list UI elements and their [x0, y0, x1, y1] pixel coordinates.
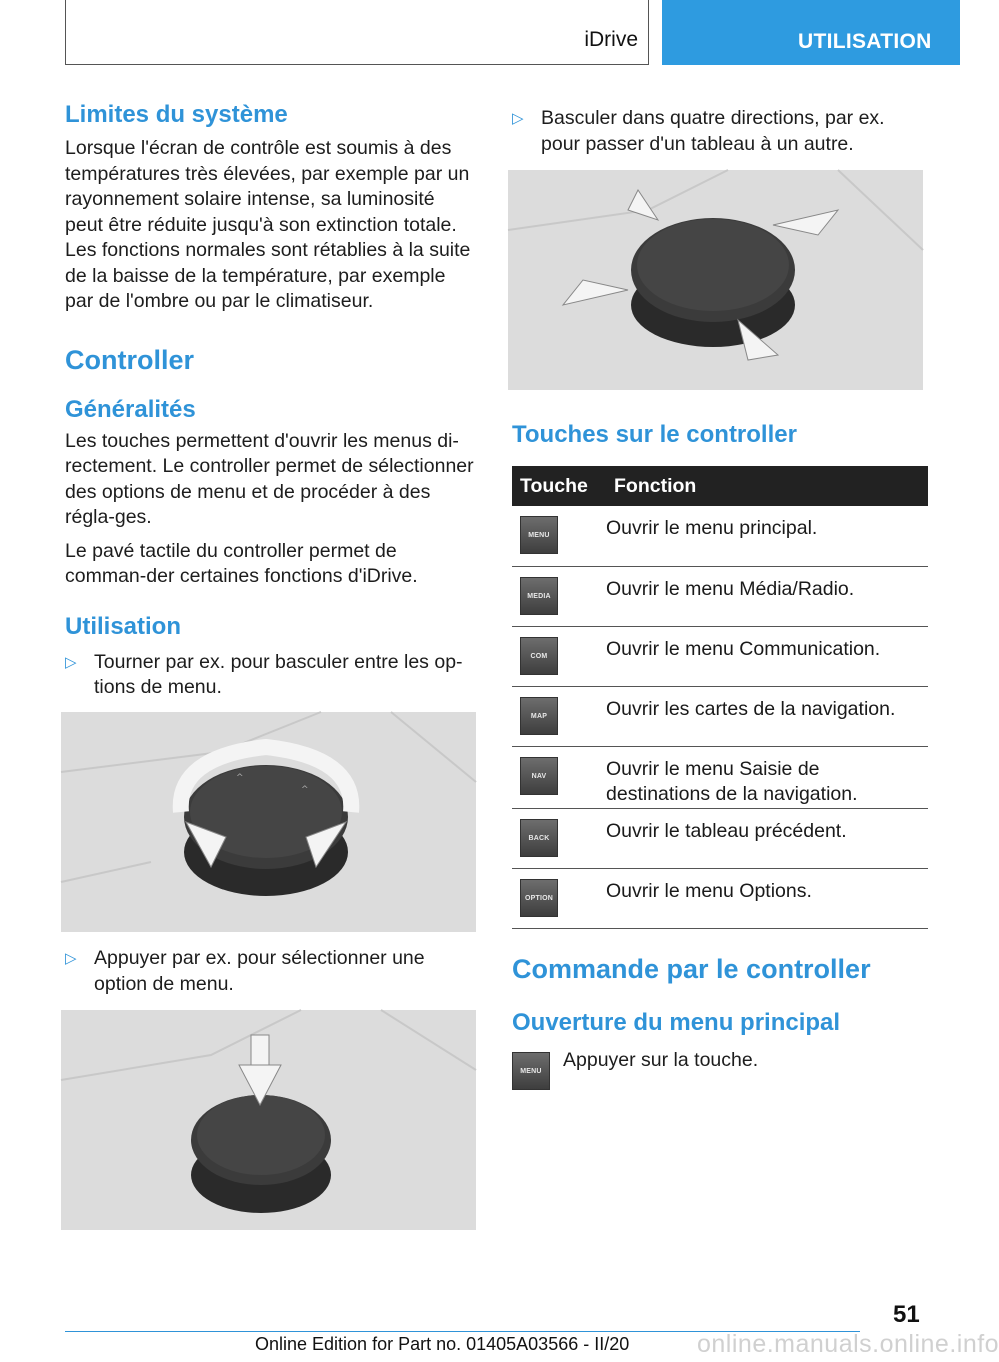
triangle-right-icon: ▷: [512, 110, 524, 127]
option-button-icon: OPTION: [520, 879, 558, 917]
function-cell: Ouvrir le tableau précédent.: [606, 808, 928, 868]
bullet-press: [65, 946, 477, 997]
table-row: [512, 506, 928, 566]
limits-heading: Limites du système: [65, 101, 288, 128]
table-row: [512, 566, 928, 626]
menu-button-icon: MENU: [520, 516, 558, 554]
open-menu-text: Appuyer sur la touche.: [563, 1049, 759, 1071]
svg-text:^: ^: [236, 773, 244, 783]
footer-edition: Online Edition for Part no. 01405A03566 - II/20: [255, 1334, 630, 1354]
header-frame: [65, 0, 649, 65]
controller-press-illustration: [61, 1010, 476, 1230]
usage-heading: Utilisation: [65, 612, 182, 640]
controller-press-drawing: [61, 1010, 476, 1230]
map-button-icon: MAP: [520, 697, 558, 735]
table-row: [512, 868, 928, 928]
command-heading: Commande par le controller: [512, 954, 871, 984]
back-button-icon: BACK: [520, 819, 558, 857]
col-function-header: Fonction: [606, 466, 928, 506]
col-key-header: Touche: [512, 466, 606, 506]
menu-button-icon: MENU: [512, 1052, 550, 1090]
bullet-tilt: [512, 106, 928, 157]
controller-rotate-drawing: [61, 712, 476, 932]
controller-tilt-drawing: [508, 170, 923, 390]
bullet-turn-text: Tourner par ex. pour basculer entre les op-tions de menu.: [94, 650, 463, 698]
function-cell: Ouvrir le menu Saisie de destinations de la navigation.: [606, 746, 928, 808]
open-menu-heading: Ouverture du menu principal: [512, 1009, 841, 1036]
header-section-title: iDrive: [584, 28, 638, 51]
nav-button-icon: NAV: [520, 757, 558, 795]
general-paragraph-1: Les touches permettent d'ouvrir les menus di-rectement. Le controller permet de sélectionner des options de menu et de procéder à des régla-ges.: [65, 429, 474, 528]
footer-watermark: online.manuals.online.info: [697, 1330, 999, 1358]
svg-text:^: ^: [301, 785, 309, 795]
header-chapter-label: UTILISATION: [798, 30, 932, 53]
table-row: [512, 686, 928, 746]
page-number: 51: [893, 1301, 920, 1328]
general-paragraph-2: Le pavé tactile du controller permet de comman-der certaines fonctions d'iDrive.: [65, 539, 418, 587]
function-cell: Ouvrir les cartes de la navigation.: [606, 686, 928, 746]
triangle-right-icon: ▷: [65, 653, 77, 671]
header-chapter-tab: [662, 0, 960, 65]
controller-rotate-illustration: [61, 712, 476, 932]
controller-tilt-illustration: [508, 170, 923, 390]
left-column: [65, 100, 477, 701]
function-cell: Ouvrir le menu Média/Radio.: [606, 566, 928, 626]
function-cell: Ouvrir le menu Communication.: [606, 626, 928, 686]
general-heading: Généralités: [65, 395, 196, 423]
media-button-icon: MEDIA: [520, 577, 558, 615]
keys-heading: Touches sur le controller: [512, 421, 797, 448]
keys-table: [512, 466, 928, 929]
keys-table-header: [512, 466, 928, 506]
com-button-icon: COM: [520, 637, 558, 675]
table-row: [512, 808, 928, 868]
triangle-right-icon: ▷: [65, 950, 77, 967]
limits-paragraph: Lorsque l'écran de contrôle est soumis à des températures très élevées, par exemple par un rayonnement solaire intense, sa luminosité peut être réduite jusqu'à son extinction totale. Les fonctions normales sont rétablies à la suite de la baisse de la température, par exemple par de l'ombre ou par le climatiseur.: [65, 137, 471, 312]
bullet-press-text: Appuyer par ex. pour sélectionner une option de menu.: [94, 947, 425, 995]
bullet-turn: [65, 650, 477, 701]
table-row: [512, 746, 928, 808]
function-cell: Ouvrir le menu principal.: [606, 506, 928, 566]
function-cell: Ouvrir le menu Options.: [606, 868, 928, 928]
table-row: [512, 626, 928, 686]
keys-table-wrap: [512, 466, 928, 929]
bullet-tilt-text: Basculer dans quatre directions, par ex. pour passer d'un tableau à un autre.: [541, 107, 885, 155]
controller-heading: Controller: [65, 344, 195, 375]
